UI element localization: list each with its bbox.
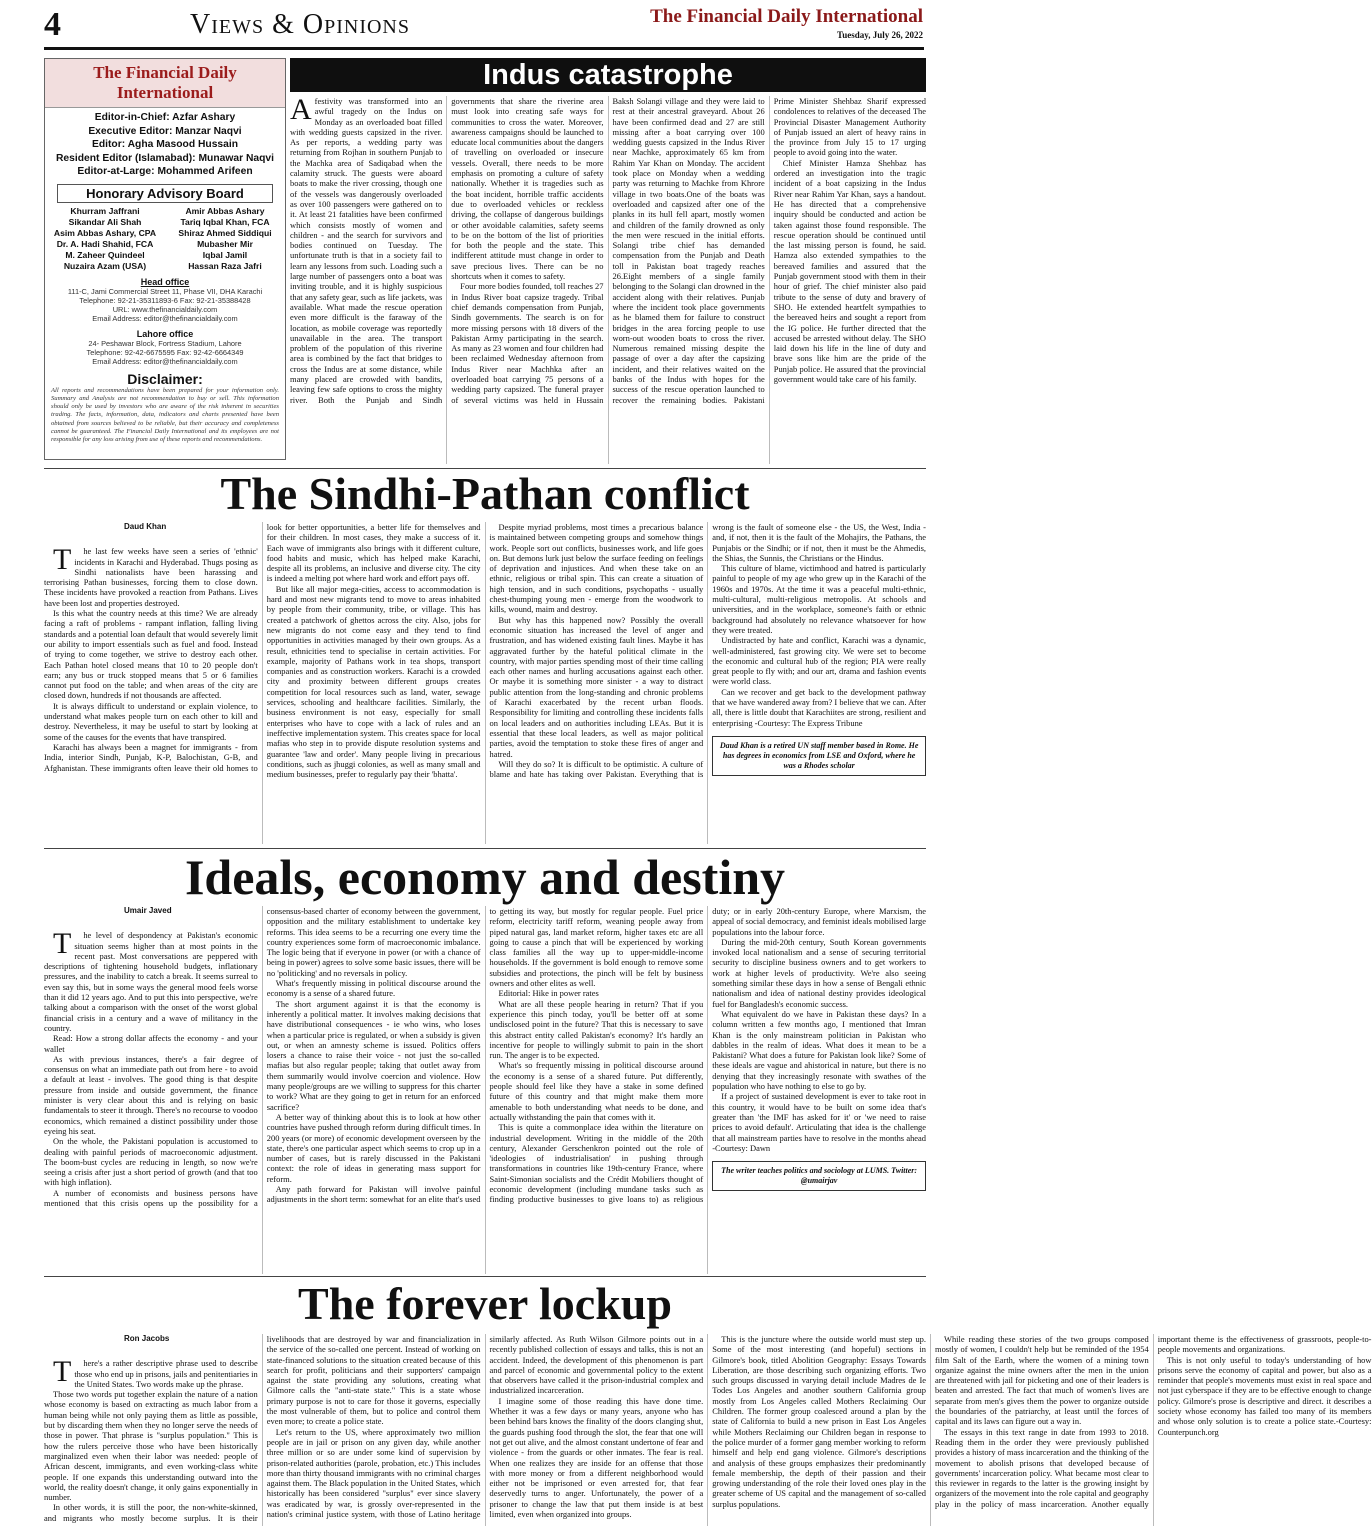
paragraph: Let's return to the US, where approximately two million people are in jail or prison on any given day, while another three million or so are under some kind of supervision by prison-related authorities (parole, probation, etc.) This includes more than thirty thousand immigrants with no criminal charges against them. The Black population in the United States, which historically has been considered "surplus" ever since slavery was eradicated by war, is grossly over-represented in the nation's criminal justice system, with those of Latino heritage similarly affected. As Ruth Wilson Gilmore points out in a recently published collection of essays and talks, this is not an accident. Indeed, the development of this phenomenon is part and parcel of economic and governmental policy to the extent that observers have called it the prison-industrial complex and industrialized incarceration. <box>266 1334 704 1520</box>
advisor-name: Sikandar Ali Shah <box>68 216 142 227</box>
disclaimer-text: All reports and recommendations have been prepared for your information only. Summary and Analysis are not recommendation to buy or sell. This information should only be used by investors who are aware of the risk inherent in securities trading. The facts, information, data, indicators and charts presented have been obtained from sources believed to be reliable, but their accuracy and completeness cannot be guaranteed. The Financial Daily International and its employees are not responsible for any loss arising from use of these reports and recommendations. <box>51 386 279 444</box>
advisor-name: Asim Abbas Ashary, CPA <box>53 227 157 238</box>
office-line: Email Address: editor@thefinancialdaily.com <box>92 357 238 367</box>
office-line: Telephone: 92-42-6675595 Fax: 92-42-6664349 <box>86 347 244 357</box>
section-title: Views & Opinions <box>190 9 410 40</box>
drop-cap: T <box>53 927 72 961</box>
paragraph: It is always difficult to understand or explain violence, to understand what makes people turn on each other to kill and destroy. Nevertheless, it may be useful to start by looking at some of the causes for the events that have transpired. <box>44 700 258 742</box>
paragraph: But like all major mega-cities, access to accommodation is hard and most new migrants tend to move to areas inhabited by people from their community, tribe, or village. This has created a patchwork of ghettos across the city. Also, jobs for new migrants do not come easy and they tend to find opportunities in activities managed by their own groups. As a result, ethnicities tend to specialise in certain activities. For example, majority of Pathans work in tea shops, transport companies and as construction workers. Karachi is a crowded city and proximity between different groups creates competition for local resources such as land, water, sewage services, schooling and healthcare facilities. Similarly, the business environment is not easy, especially for small enterprises who have to cope with a lack of rules and an ineffective implementation system. This creates space for local mafias who step in to provide dispute resolution systems and guarantee 'law and order'. Many people living in precarious conditions, such as jhuggi colonies, as well as many small and medium businesses, prefer to regularly pay their 'bhatta'. <box>266 583 481 780</box>
article-body <box>44 522 926 844</box>
article-headline: The Sindhi-Pathan conflict <box>220 468 750 519</box>
editor-line: Resident Editor (Islamabad): Munawar Naqvi <box>56 152 274 164</box>
advisor-name: Nuzaira Azam (USA) <box>63 260 147 271</box>
section-divider <box>44 1276 926 1277</box>
advisor-name: Tariq Iqbal Khan, FCA <box>180 216 270 227</box>
editorial-title: Indus catastrophe <box>290 58 926 92</box>
paragraph: The essays in this text range in date from 1993 to 2018. Reading them in the order they were previously published provides a history of mass incarceration and the thinking of the movement to abolish prisons that developed because of governments' incarceration policy. What became most clear to this reviewer in regards to the latter is the growing insight by organizers of the movement into the role capital and geography play in the policy of mass incarceration. Another equally important theme is the effectiveness of grassroots, people-to-people movements and organizations. <box>935 1334 1372 1509</box>
brand-name: The Financial Daily International <box>650 6 923 27</box>
author-note: The writer teaches politics and sociology at LUMS. Twitter: @umairjav <box>712 1161 926 1191</box>
office-line: Email Address: editor@thefinancialdaily.com <box>92 314 238 324</box>
advisor-name: Hassan Raza Jafri <box>188 260 262 271</box>
lahore-office-title: Lahore office <box>136 328 194 339</box>
paragraph: This is quite a commonplace idea within the literature on industrial development. Writing in the middle of the 20th century, Alexander Gerschenkron pointed out the role of 'ideologies of industrialisation' in pushing through transformations in countries like 19th-century France, where Saint-Simonian socialists and the Crédit Mobiliers thought of economic development (including mundane tasks such as finding productive businesses to give loans to) as religious duty; or in early 20th-century Europe, where Marxism, the appeal of social democracy, and feminist ideals mobilised large populations into the labour force. <box>489 906 926 1205</box>
advisor-name: Amir Abbas Ashary <box>185 205 265 216</box>
paragraph: During the mid-20th century, South Korean governments invoked local nationalism and a sense of securing territorial security to discipline business owners and to get workers to work at higher levels of productivity. We're also seeing something similar these days in how a sense of Bengali ethnic nationalism and idea of national destiny provides ideological fuel for Bangladesh's economic success. <box>712 936 926 1009</box>
head-office-title: Head office <box>140 276 190 287</box>
drop-cap: A <box>290 93 312 126</box>
editor-line: Executive Editor: Manzar Naqvi <box>88 125 242 137</box>
page-number: 4 <box>44 6 61 43</box>
editors-list <box>45 111 285 179</box>
lahore-office-info <box>45 339 285 367</box>
paragraph: What are all these people hearing in return? That if you experience this pinch today, you'll be better off at some undisclosed point in the future? That this is necessary to save this abstract entity called Pakistan's economy? It's hardly an incentive for people to willingly submit to pain in the short run. The anger is to be expected. <box>489 998 704 1061</box>
editor-line: Editor-in-Chief: Azfar Ashary <box>94 112 236 123</box>
paragraph: This culture of blame, victimhood and hatred is particularly painful to people of my age who grew up in the Karachi of the 1960s and 1970s. At the time it was a peaceful multi-ethnic, multi-cultural, multi-religious metropolis. At schools and universities, and in the workplace, someone's faith or ethnic background had absolutely no relevance whatsoever for how they were treated. <box>712 563 926 635</box>
drop-cap: T <box>53 543 72 577</box>
paragraph: Read: How a strong dollar affects the economy - and your wallet <box>44 1033 258 1054</box>
author-note: Daud Khan is a retired UN staff member based in Rome. He has degrees in economics from LSE and Oxford, where he was a Rhodes scholar <box>712 736 926 776</box>
paragraph: Despite myriad problems, most times a precarious balance is maintained between competing groups and somehow things work. People sort out conflicts, businesses work, and life goes on. But demons lurk just below the surface feeding on feelings of deprivation and injustices. And when these take on an ethnic, religious or tribal spin. This can create a situation of high tension, and in such conditions, psychopaths - usually chest-thumping young men - emerge from the woodwork to kills, wound, maim and destroy. <box>489 522 704 615</box>
paragraph: Is this what the country needs at this time? We are already facing a raft of problems - rampant inflation, falling living standards and a potential loan default that would severely limit our ability to import essentials such as fuel and food. Instead of trying to come together, we strive to destroy each other. Each Pathan hotel closed means that 10 to 20 people don't earn; any bus or truck stopped means that 5 or 6 families cannot put food on the table; and when areas of the city are closed down, hundreds if not thousands are affected. <box>44 608 258 701</box>
paragraph: Undistracted by hate and conflict, Karachi was a dynamic, well-administered, fast growing city. We were set to become the economic and cultural hub of the region; PIA were really great people to fly with; and our art, drama and fashion events were world class. <box>712 635 926 687</box>
article-headline: Ideals, economy and destiny <box>184 849 786 905</box>
masthead-brand: The Financial Daily International <box>45 59 285 108</box>
paragraph: As with previous instances, there's a fair degree of consensus on what an immediate path out from here - to avoid a default at least - involves. The good thing is that despite pressure from inside and outside government, the finance minister is very clear about this and is relying on basic fundamentals to steer it through. There's no recourse to voodoo economics, which remained a distinct possibility under those eyeing his seat. <box>44 1053 258 1136</box>
issue-date: Tuesday, July 26, 2022 <box>837 30 923 40</box>
paragraph: While reading these stories of the two groups composed mostly of women, I couldn't help but be reminded of the 1954 film Salt of the Earth, where the women of a mining town organize against the mine owners after the men in the union are threatened with jail for picketing and one of their leaders is beaten and arrested. The fact that much of women's lives are separate from men's gives them the power to organize outside the boundaries of the patriarchy, at least until the forces of capital and its laws can figure out a way in. <box>935 1334 1149 1427</box>
paragraph: T here's a rather descriptive phrase used to describe those who end up in prisons, jails and penitentiaries in the United States. Two words make up the phrase. <box>44 1358 258 1389</box>
paragraph: Four more bodies founded, toll reaches 27 in Indus River boat capsize tragedy. Tribal chief demands compensation from Punjab, Sindh governments. The search is on for more missing persons with 18 divers of the Pakistan Army participating in the search. As many as 23 women and four children had been reclaimed Wednesday afternoon from Indus River near Machhka after an overloaded boat carrying 75 persons of a wedding party capsized. The funeral prayer of several victims was held in Hussain Baksh Solangi village and they were laid to rest at their ancestral graveyard. About 26 have been confirmed dead and 27 are still missing after a boat carrying over 100 wedding guests capsized in the Indus River near Machke, approximately 65 km from Rahim Yar Khan on Monday. The accident took place on Monday when a wedding party was returning to Machke from Khrore village in two boats.One of the boats was overloaded and capsized after one of the planks in its hull fell apart, mostly women and children of the family drowned as only the men were rescued in the initial efforts. Solangi tribe chief has demanded compensation from the Punjab and Death toll in Pakistan boat tragedy reaches 26.Eight members of a single family belonging to the Solangi clan drowned in the accident along with their relatives. Punjab where the incident took place governments as he blamed them for failure to construct bridges in the area forcing people to use worn-out wooden boats to cross the river. Numerous remained missing despite the passage of over a day after the capsizing incident, and their relatives waited on the banks of the Indus with hopes for the success of the rescue operation launched to recover the remaining bodies. Pakistani Prime Minister Shehbaz Sharif expressed condolences to relatives of the deceased The Provincial Disaster Management Authority of Punjab issued an alert of heavy rains in the province from July 15 to 17 urging people to avoid going into the water. <box>451 96 926 405</box>
paragraph: Those two words put together explain the nature of a nation whose economy is based on extracting as much labor from a human being while not only paying them as little as possible, but by discarding them when they no longer serve the needs of those in power. That phrase is "surplus population." This is how the rulers perceive those who have been historically marginalized even when their labor was needed: people of African descent, immigrants, and even working-class white people. If one expands this understanding outward into the world, the reality doesn't change, it only gains exponentially in number. <box>44 1389 258 1503</box>
advisory-board-title: Honorary Advisory Board <box>57 184 273 203</box>
advisory-board-names <box>45 206 285 272</box>
office-line: 24- Peshawar Block, Fortress Stadium, Lahore <box>88 338 242 348</box>
advisor-name: Shiraz Ahmed Siddiqui <box>178 227 272 238</box>
byline: Umair Javed <box>124 906 172 915</box>
paragraph: This is not only useful to today's understanding of how prisons serve the economy of capital and power, but also as a reminder that people's movements must exist in real space and not just cyberspace if they are to be effective enough to change policy. Gilmore's prose is descriptive and direct. it describes a society whose economy has failed too many of its members and whose only solution is to create a police state.-Courtesy: Counterpunch.org <box>1157 1354 1372 1437</box>
paragraph: Any path forward for Pakistan will involve painful adjustments in the short term: somewhat for an elite that's used to getting its way, but mostly for regular people. Fuel price reform, electricity tariff reform, weaning people away from piped natural gas, land market reform, higher taxes etc are all going to cause a pinch that will be experienced by working class families all the way up to upper-middle-income households. If the government is bold enough to remove some subsidies and protections, the pinch will be felt by business owners and other elites as well. <box>266 906 704 1205</box>
editorial-body <box>290 93 926 464</box>
article-body <box>44 1334 1372 1526</box>
office-line: 111-C, Jami Commercial Street 11, Phase VII, DHA Karachi <box>67 286 263 296</box>
paragraph: I imagine some of those reading this have done time. Whether it was a few days or many years, anyone who has been behind bars knows the finality of the doors clanging shut, the guards pushing food through the slot, the fear that one will not get out alive, and the almost constant undertone of fear and violence - from the guards or other inmates. The fear is real. When one realizes they are inside for an offense that those with more money or from a different neighborhood would either not be imprisoned or even arrested for, that fear deservedly turns to anger. Unfortunately, the power of a prisoner to change the law that put them inside is at best limited, even when organized into groups. <box>489 1395 704 1520</box>
paragraph: Can we recover and get back to the development pathway that we have wandered away from? I believe that we can. After all, there is little doubt that Karachiites are strong, resilient and enterprising -Courtesy: The Express Tribune <box>712 686 926 728</box>
byline: Daud Khan <box>124 522 167 531</box>
article-body <box>44 906 926 1274</box>
editor-line: Editor: Agha Masood Hussain <box>91 139 239 150</box>
paragraph: What's so frequently missing in political discourse around the economy is a sense of a shared future. Put differently, people should feel like they have a stake in some defined future of this country and that might make them more amenable to both understanding what needs to be done, and actually withstanding the pain that comes with it. <box>489 1060 704 1122</box>
advisor-name: Mubasher Mir <box>197 238 253 249</box>
masthead-box <box>44 58 286 460</box>
disclaimer-title: Disclaimer: <box>127 370 203 387</box>
paragraph: On the whole, the Pakistani population is accustomed to dealing with painful periods of macroeconomic adjustment. The boom-bust cycles are reducing in length, so now we're seeing a crisis after just a short period of growth (and that too with high inflation). <box>44 1136 258 1188</box>
editor-line: Editor-at-Large: Mohammed Arifeen <box>77 166 253 177</box>
office-line: Telephone: 92-21-35311893-6 Fax: 92-21-35388428 <box>79 295 251 305</box>
paragraph: The short argument against it is that the economy is inherently a political matter. It involves making decisions that have distributional consequences - ie who wins, who loses when a particular price is regulated, or when a subsidy is given out, or when an amnesty scheme is issued. Politics offers losers a chance to raise their voice - not just the so-called mafias but also regular people; taking that outlet away from them summarily would involve coercion and violence. How many people/groups are we willing to suppress for this charter to work? What are they going to get in return for an enforced sacrifice? <box>266 998 481 1112</box>
header-rule <box>44 47 924 50</box>
paragraph: A number of economists and business persons have mentioned that this crisis opens up the possibility for a consensus-based charter of economy between the government, opposition and the military establishment to undertake key reforms. This idea seems to be a recurring one every time the country experiences some form of macroeconomic imbalance. The logic being that if everyone in power (or with a chance of being in power) agrees to solve some basic issues, there will be no 'politicking' and no reversals in policy. <box>44 906 481 1209</box>
paragraph: A better way of thinking about this is to look at how other countries have pushed through reform during difficult times. In 200 years (or more) of economic development overseen by the state, there's one particular aspect which seems to crop up in a number of cases, but is rarely discussed in the Pakistani context: the role of ideas in generating mass support for reform. <box>266 1111 481 1184</box>
article-headline: The forever lockup <box>298 1278 672 1329</box>
advisor-name: Iqbal Jamil <box>202 249 248 260</box>
paragraph: Afestivity was transformed into an awful tragedy on the Indus on Monday as an overloaded boat filled with wedding guests capsized in the river. As per reports, a wedding party was returning from Rojhan in southern Punjab to the Machka area of Sadiqabad when the calamity struck. The guests were aboard boats to make the river crossing, though one of the vessels was dangerously overloaded as over 100 passengers were gathered on to it. At least 21 fatalities have been confirmed which consists mostly of women and children - and the search for survivors and bodies continued on Tuesday. The unfortunate truth is that in a society fail to learn any lessons from such. Loading such a large number of passengers onto a boat was inviting trouble, and it is highly suspicious that any safety gear, such as life jackets, was available. What made the rescue operation even more difficult is the faraway of the location, as mobile coverage was reportedly unavailable in the area. The transport problem of the population of this riverine area is combined by the fact that bridges to cross the Indus are at some distance, while many placed are crowded with bandits, leaving few safe options to cross the mighty river. Both the Punjab and Sindh governments that share the riverine area must look into creating safe ways for communities to cross the water. Moreover, awareness campaigns should be launched to educate local communities about the dangers of travelling on overloaded or insecure vessels. Overall, there needs to be more emphasis on promoting a culture of safety nationally. Whether it is tragedies such as the boat incident, horrible traffic accidents due to overloaded vehicles or reckless driving, the collapse of dangerous buildings or other avoidable calamities, safety seems to be on the bottom of the list of priorities for both the people and the state. This indifferent attitude must change in order to save precious lives. There can be no shortcuts when it comes to safety. <box>290 93 604 405</box>
paragraph: But why has this happened now? Possibly the overall economic situation has increased the level of anger and frustration, and has widened existing fault lines. Maybe it has aggravated further by the hateful political climate in the country, with major parties spending most of their time calling each other names and hurling accusations against each other. Or maybe it is something more sinister - a way to distract public attention from the long-standing and chronic problems of Karachi exacerbated by the recent urban floods. Responsibility for limiting and controlling these incidents falls on local leaders and on authorities including LEAs. But it is essential that these local leaders, as well as major political parties, avoid the temptation to stoke these fires of anger and hatred. <box>489 614 704 759</box>
paragraph: Karachi has always been a magnet for immigrants - from India, interior Sindh, Punjab, K-P, Balochistan, G-B, and Afghanistan. These immigrants often leave their old homes to look for better opportunities, a better life for themselves and for their children. In most cases, they make a success of it. Each wave of immigrants also brings with it different culture, food habits and music, which has helped make Karachi, despite all its problems, an inclusive and diverse city. The city is indeed a melting pot where hard work and effort pays off. <box>44 522 481 773</box>
paragraph: T he level of despondency at Pakistan's economic situation seems higher than at most points in the recent past. Most conversations are peppered with descriptions of tightening household budgets, inflationary pressures, and the inability to catch a break. It seems surreal to even say this, but in some ways the general mood feels worse than it did 12 years ago. And to put this into perspective, we're talking about a comparison with the onset of the worst global financial crisis in a century and a wave of militancy in the country. <box>44 927 258 1033</box>
paragraph: T he last few weeks have seen a series of 'ethnic' incidents in Karachi and Hyderabad. Thugs posing as Sindhi nationalists have been harassing and terrorising Pathan businesses, forcing them to close down. These incidents have provoked a reaction from Pathans. Lives have been lost and properties destroyed. <box>44 543 258 608</box>
byline: Ron Jacobs <box>124 1334 170 1343</box>
advisor-name: M. Zaheer Quindeel <box>65 249 145 260</box>
advisor-name: Dr. A. Hadi Shahid, FCA <box>56 238 154 249</box>
head-office-info <box>45 287 285 324</box>
paragraph: In other words, it is still the poor, the non-white-skinned, and migrants who mostly become surplus. It is their livelihoods that are destroyed by war and financialization in the service of the so-called one percent. Instead of working on state-financed solutions to the situation created because of this search for profit, politicians and their supporters' campaign against the state providing any solutions, creating what Gilmore calls the "anti-state state." This is a state whose primary purpose is not to care for those it governs, especially the most vulnerable of them, but to police and control them even more; to create a police state. <box>44 1334 481 1523</box>
paragraph: What's frequently missing in political discourse around the economy is a sense of a shared future. <box>266 978 481 999</box>
paragraph: If a project of sustained development is ever to take root in this country, it would have to be built on some idea that's greater than 'the IMF has asked for it' or 'we need to raise prices to avoid default'. Articulating that idea is the challenge that all mainstream parties have to resolve in the months ahead -Courtesy: Dawn <box>712 1091 926 1153</box>
advisor-name: Khurram Jaffrani <box>70 205 140 216</box>
paragraph: Editorial: Hike in power rates <box>498 988 599 999</box>
paragraph: This is the juncture where the outside world must step up. Some of the most interesting (and hopeful) sections in Gilmore's book, titled Abolition Geography: Essays Towards Liberation, are those describing such organizing efforts. Two such groups discussed in varying detail include Madres de Ie Todes Los Angeles and another southern California group mostly from Los Angeles called Mothers Reclaiming Our Children. The former group coalesced around a plan by the state of California to build a new prison in East Los Angeles while Mothers Reclaiming our Children began in response to the police murder of a former gang member working to reform himself and help end gang violence. Gilmore's descriptions and analysis of these groups emphasizes their predominantly female membership, the depth of their passion and their growing understanding of the role their loved ones play in the greater scheme of US capital and the management of so-called surplus populations. <box>712 1334 926 1509</box>
paragraph: Will they do so? It is difficult to be optimistic. A culture of blame and hate has taking over Pakistan. Everything that is wrong is the fault of someone else - the US, the West, India - and, if not, then it is the fault of the Mohajirs, the Pathans, the Punjabis or the Sindhi; or if not, then it must be the Ahmedis, the Shias, the Sunnis, the Christians or the Hindus. <box>489 522 926 780</box>
drop-cap: T <box>53 1355 72 1389</box>
paragraph: What equivalent do we have in Pakistan these days? In a column written a few months ago, I mentioned that Imran Khan is the only mainstream politician in Pakistan who dabbles in the realm of ideas. What does it mean to be a Pakistani? What does a future for Pakistan look like? Some of these ideals are vague and ahistorical in nature, but there is no denying that they increasingly resonate with swathes of the population who have nothing to else to go by. <box>712 1008 926 1092</box>
paragraph: Chief Minister Hamza Shehbaz has ordered an investigation into the tragic incident of a boat capsizing in the Indus River near Rahim Yar Khan, says a handout. He has directed that a comprehensive inquiry should be conducted and action be taken against those found responsible. The rescue operation should be continued until the last missing person is found, he said. Hamza also extended sympathies to the bereaved families and assured that the Punjab government stood with them in their hour of grief. The chief minister also paid tribute to the sense of duty and bravery of SHO. He extended heartfelt sympathies to the bereaved heirs and sought a report from the IG police. He further directed that the accused be arrested without delay. The SHO laid down his life in the line of duty and brave sons like him are the pride of the Punjab police. He assured that the provincial government would take care of his family. <box>773 157 926 385</box>
office-line: URL: www.thefinancialdaily.com <box>112 305 218 315</box>
